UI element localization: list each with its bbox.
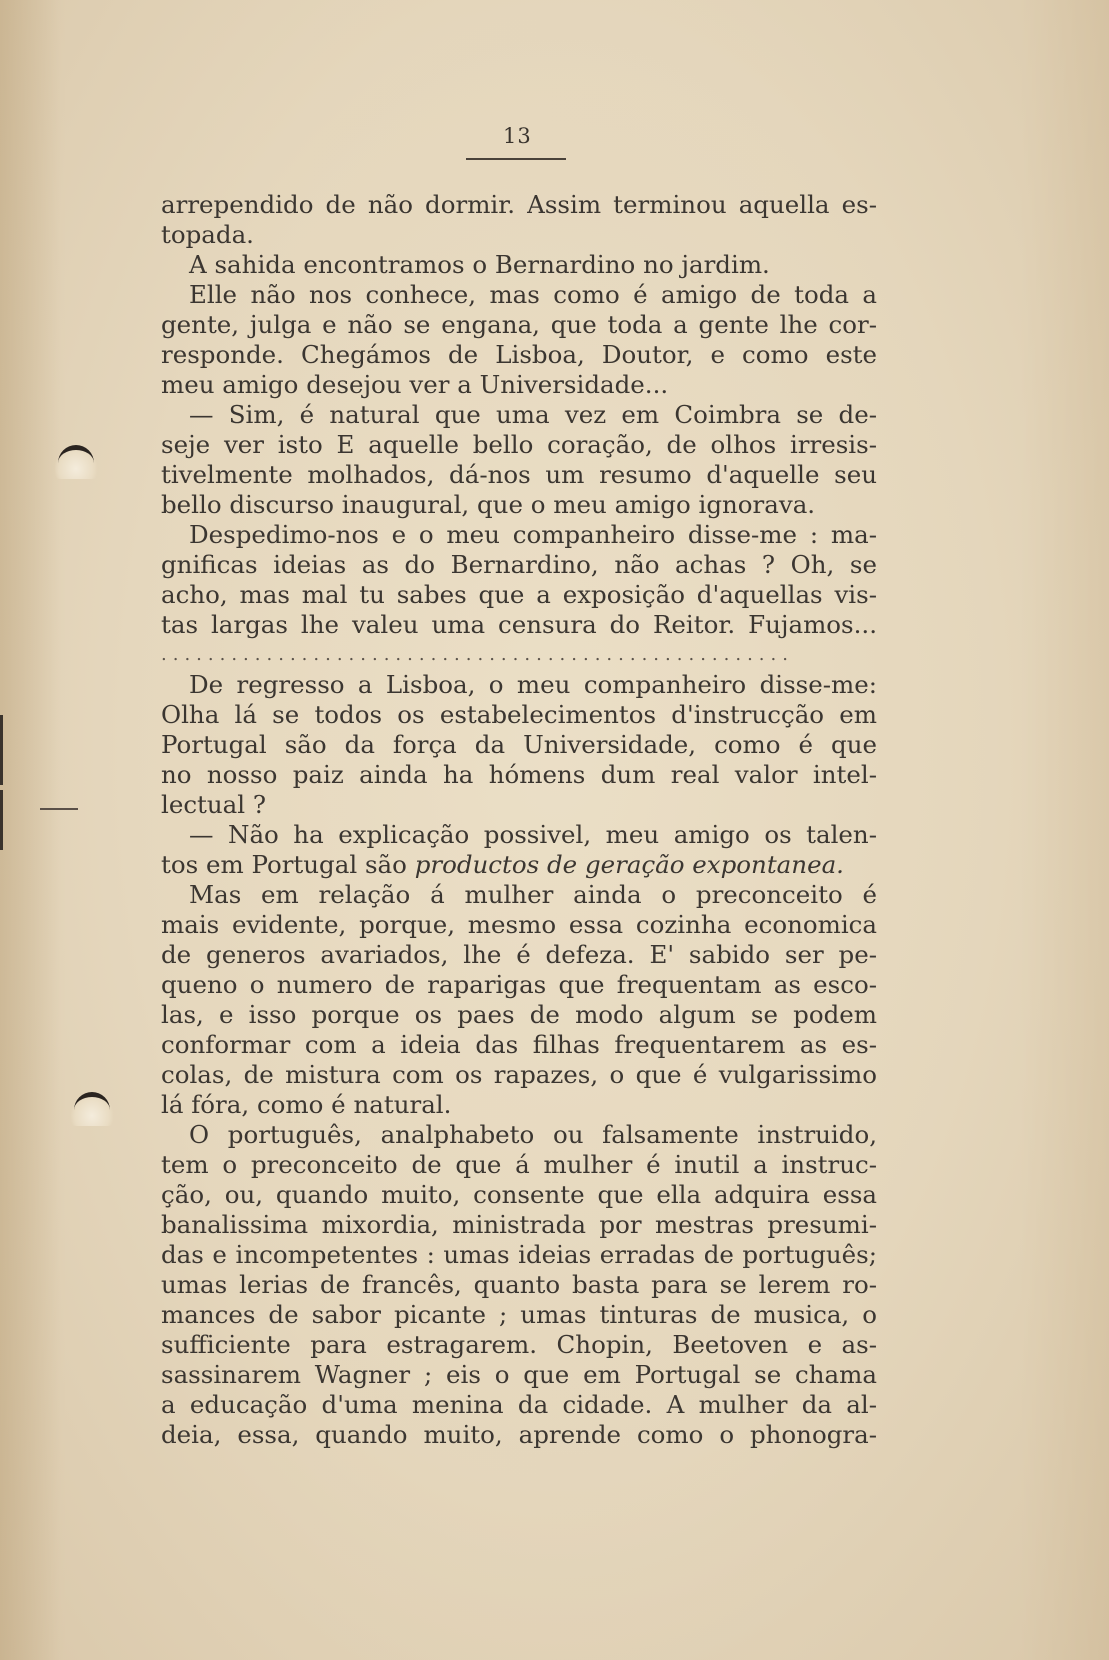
page-number-rule: [466, 158, 566, 160]
text-line-with-italic: [161, 850, 877, 880]
text-line: meu amigo desejou ver a Universidade...: [161, 370, 669, 399]
text-line: Despedimo-nos e o meu companheiro disse-me : ma-: [189, 520, 877, 549]
text-line: sassinarem Wagner ; eis o que em Portugal se chama: [161, 1360, 877, 1389]
text-line: no nosso paiz ainda ha hómens dum real valor intel-: [161, 760, 877, 789]
text-line: responde. Chegámos de Lisboa, Doutor, e como este: [161, 340, 877, 369]
text-line: mais evidente, porque, mesmo essa cozinha economica: [161, 910, 877, 939]
body-text: [161, 190, 877, 1460]
page-edge-shadow: [0, 0, 60, 1660]
text-line: das e incompetentes : umas ideias erradas de português;: [161, 1240, 877, 1269]
punch-hole-lower: [70, 1092, 114, 1126]
text-line: tivelmente molhados, dá-nos um resumo d'aquelle seu: [161, 460, 877, 489]
text-line: sufficiente para estragarem. Chopin, Beetoven e as-: [161, 1330, 877, 1359]
margin-binding-mark: [0, 715, 3, 785]
text-line: acho, mas mal tu sabes que a exposição d'aquellas vis-: [161, 580, 877, 609]
text-line: lá fóra, como é natural.: [161, 1090, 452, 1119]
text-line: bello discurso inaugural, que o meu amigo ignorava.: [161, 490, 816, 519]
text-line: tem o preconceito de que á mulher é inutil a instruc-: [161, 1150, 877, 1179]
text-line: De regresso a Lisboa, o meu companheiro disse-me:: [189, 670, 877, 699]
text-line: Olha lá se todos os estabelecimentos d'instrucção em: [161, 700, 877, 729]
text-line: tas largas lhe valeu uma censura do Reitor. Fujamos...: [161, 610, 877, 639]
text-line: ção, ou, quando muito, consente que ella adquira essa: [161, 1180, 877, 1209]
text-line: de generos avariados, lhe é defeza. E' sabido ser pe-: [161, 940, 877, 969]
italic-phrase: productos de geração expontanea.: [414, 850, 844, 879]
text-line: A sahida encontramos o Bernardino no jardim.: [189, 250, 770, 279]
text-line: Mas em relação á mulher ainda o preconceito é: [189, 880, 877, 909]
text-line: a educação d'uma menina da cidade. A mulher da al-: [161, 1390, 877, 1419]
text-line: topada.: [161, 220, 254, 249]
text-line: Portugal são da força da Universidade, como é que: [161, 730, 877, 759]
text-line: — Sim, é natural que uma vez em Coimbra se de-: [189, 400, 877, 429]
text-line: banalissima mixordia, ministrada por mestras presumi-: [161, 1210, 877, 1239]
page-number: 13: [503, 124, 532, 148]
text-line: conformar com a ideia das filhas frequentarem as es-: [161, 1030, 877, 1059]
text-line: umas lerias de francês, quanto basta para se lerem ro-: [161, 1270, 877, 1299]
margin-tick-mark: [40, 808, 78, 810]
text-line: arrependido de não dormir. Assim terminou aquella es-: [161, 190, 877, 219]
text-line: mances de sabor picante ; umas tinturas de musica, o: [161, 1300, 877, 1329]
text-line: O português, analphabeto ou falsamente instruido,: [189, 1120, 877, 1149]
text-line-start: tos em Portugal são: [161, 850, 415, 879]
text-line: las, e isso porque os paes de modo algum se podem: [161, 1000, 877, 1029]
text-line: gente, julga e não se engana, que toda a gente lhe cor-: [161, 310, 877, 339]
text-line: seje ver isto E aquelle bello coração, de olhos irresis-: [161, 430, 877, 459]
text-line: Elle não nos conhece, mas como é amigo de toda a: [189, 280, 877, 309]
margin-binding-mark-lower: [0, 790, 3, 850]
text-line: — Não ha explicação possivel, meu amigo os talen-: [189, 820, 877, 849]
text-line: gnificas ideias as do Bernardino, não achas ? Oh, se: [161, 550, 877, 579]
dotted-separator: ......................................................: [161, 644, 794, 665]
text-line: deia, essa, quando muito, aprende como o phonogra-: [161, 1420, 877, 1449]
text-line: colas, de mistura com os rapazes, o que é vulgarissimo: [161, 1060, 877, 1089]
punch-hole-upper: [54, 445, 98, 479]
text-line: lectual ?: [161, 790, 267, 819]
text-line: queno o numero de raparigas que frequentam as esco-: [161, 970, 877, 999]
